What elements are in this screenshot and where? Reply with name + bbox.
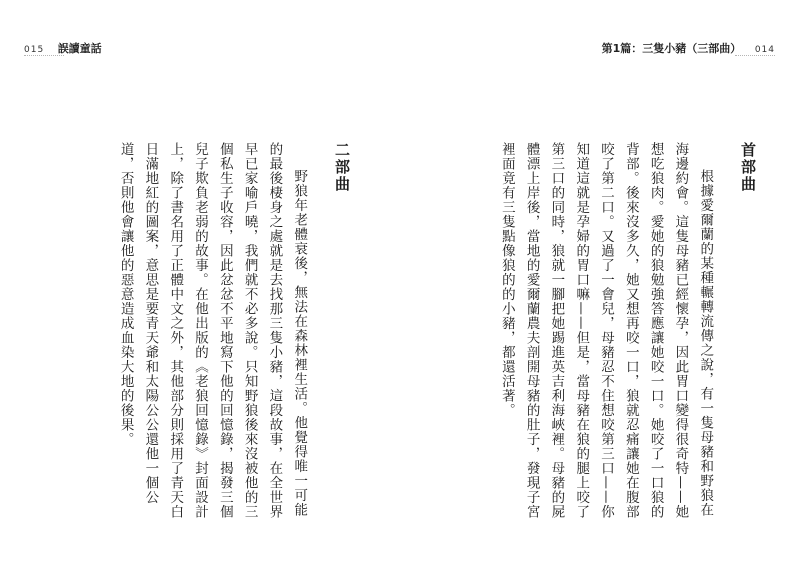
chapter-title: 第1篇：三隻小豬（三部曲） xyxy=(601,42,742,55)
section-heading-first: 首部曲 xyxy=(739,142,757,193)
left-header-rule xyxy=(24,55,64,56)
right-page-number: 014 xyxy=(754,45,775,55)
right-page xyxy=(460,142,760,542)
body-paragraph: 野狼年老體衰後，無法在森林裡生活。他覺得唯一可能的最後棲身之處就是去找那三隻小豬，這段故事，在全世界早已家喻戶曉，我們就不必多說。只知野狼後來沒被他的三個私生子收容，因此忿忿不平地寫下他的回憶錄，揭發三個兒子欺負老弱的故事。在他出版的《老狼回憶錄》封面設計上，除了書名用了正體中文之外，其他部分則採用了青天白日滿地紅的圖案，意思是要青天爺和太陽公公還他一個公道，否則他會讓他的惡意造成血染大地的後果。 xyxy=(117,142,308,519)
book-title: 誤讀童話 xyxy=(57,42,102,55)
right-header-rule xyxy=(735,55,775,56)
section-heading-second: 二部曲 xyxy=(333,142,351,193)
right-running-head xyxy=(602,40,775,56)
left-page-body xyxy=(113,142,354,522)
left-running-head xyxy=(24,40,102,56)
left-page-number: 015 xyxy=(24,45,45,55)
left-page xyxy=(94,142,354,542)
body-paragraph: 根據愛爾蘭的某種輾轉流傳之說，有一隻母豬和野狼在海邊約會。這隻母豬已經懷孕，因此胃口變得很奇特——她想吃狼肉。愛她的狼勉強答應讓她咬一口。她咬了一口狼的背部。後來沒多久，她又想再咬一口，狼就忍痛讓她在腹部咬了第二口。又過了一會兒，母豬忍不住想咬第三口——你知道這就是孕婦的胃口嘛——但是，當母豬在狼的腿上咬了第三口的同時，狼就一腳把她踢進英吉利海峽裡。母豬的屍體漂上岸後，當地的愛爾蘭農夫剖開母豬的肚子，發現子宮裡面竟有三隻點像狼的的小豬，都還活著。 xyxy=(498,142,714,519)
right-page-body xyxy=(494,142,760,522)
